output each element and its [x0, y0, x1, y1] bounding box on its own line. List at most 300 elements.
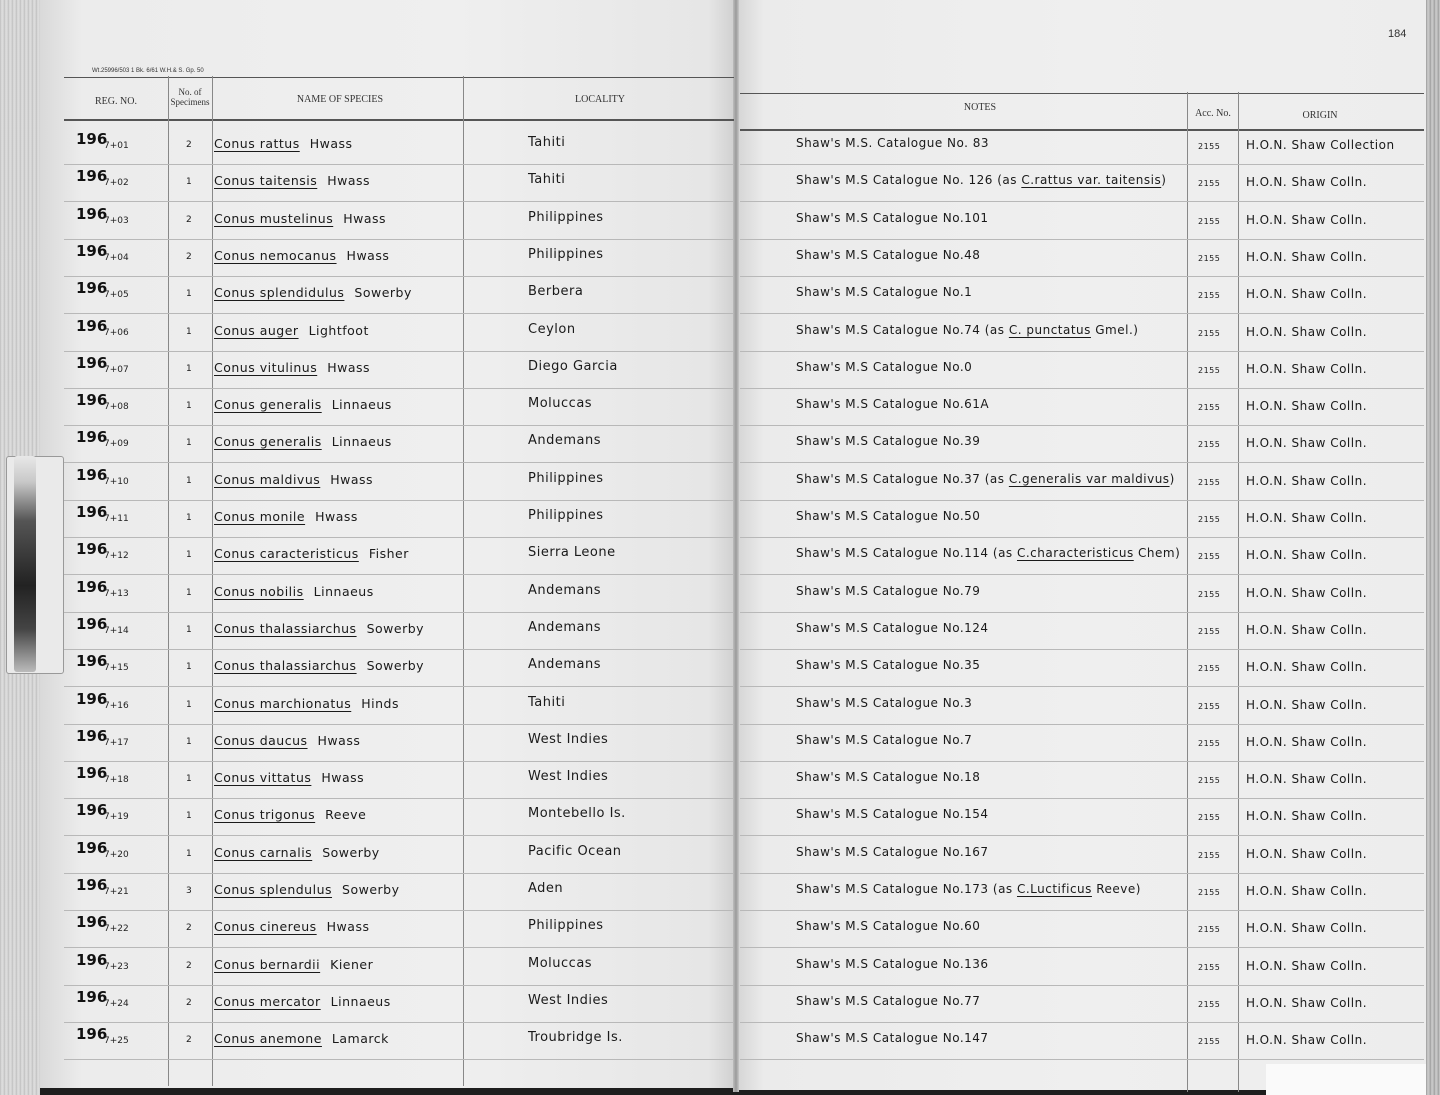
row-rule-right: [740, 910, 1424, 911]
reg-suffix: 7+04: [104, 252, 129, 263]
reg-number: 196: [76, 838, 108, 857]
origin: H.O.N. Shaw Colln.: [1246, 772, 1368, 787]
notes-text: Shaw's M.S Catalogue No.39: [796, 434, 981, 449]
notes: [796, 211, 989, 225]
locality: Moluccas: [528, 396, 593, 412]
notes-text: Shaw's M.S Catalogue No.101: [796, 210, 989, 225]
reg-suffix: 7+21: [104, 887, 129, 897]
locality: Troubridge Is.: [528, 1030, 623, 1046]
notes-text: Shaw's M.S Catalogue No.7: [796, 732, 973, 747]
species-name: Conus vitulinus: [214, 359, 318, 375]
specimen-count: 1: [186, 699, 193, 710]
reg-number: 196: [76, 540, 108, 559]
reg-number: 196: [76, 316, 108, 335]
row-rule-right: [740, 425, 1424, 426]
reg-suffix: 7+23: [104, 961, 129, 972]
notes-suffix: Gmel.): [1090, 322, 1139, 337]
origin: H.O.N. Shaw Colln.: [1246, 361, 1368, 376]
reg-suffix: 7+15: [104, 663, 129, 674]
notes: [796, 397, 989, 411]
row-rule-right: [740, 798, 1424, 799]
species-name: Conus nobilis: [214, 583, 304, 599]
notes: [796, 696, 972, 710]
species-author: Hwass: [343, 210, 387, 226]
notes-synonym: C.rattus var. taitensis: [1021, 173, 1162, 188]
origin: H.O.N. Shaw Colln.: [1246, 287, 1368, 302]
col-header-notes: NOTES: [963, 102, 997, 113]
notes: [796, 658, 980, 672]
locality: Tahiti: [528, 694, 566, 710]
acc-number: 2155: [1198, 925, 1221, 935]
acc-number: 2155: [1198, 440, 1221, 450]
reg-suffix: 7+06: [104, 327, 129, 338]
locality: Montebello Is.: [528, 806, 626, 822]
notes-text: Shaw's M.S Catalogue No.173 (as: [796, 882, 1017, 896]
species-author: Hwass: [315, 509, 358, 524]
notes: [796, 546, 1180, 560]
species-name: Conus bernardii: [214, 956, 321, 972]
notes: [796, 807, 989, 821]
specimen-count: 1: [186, 438, 193, 449]
reg-suffix: 7+03: [104, 215, 129, 226]
row-rule-right: [740, 388, 1424, 389]
origin: H.O.N. Shaw Colln.: [1246, 697, 1368, 712]
species-name: Conus maldivus: [214, 471, 321, 487]
origin: H.O.N. Shaw Colln.: [1246, 473, 1368, 488]
row-rule-left: [64, 351, 734, 352]
table-row: [0, 801, 1440, 844]
locality: Berbera: [528, 284, 584, 300]
reg-number: 196: [76, 1025, 108, 1044]
row-rule-right: [740, 985, 1424, 986]
row-rule-left: [64, 985, 734, 986]
reg-number: 196: [76, 689, 108, 708]
specimen-count: 1: [186, 363, 193, 374]
header-top-rule-left: [64, 77, 734, 78]
specimen-count: 1: [186, 736, 193, 747]
species-name: Conus cinereus: [214, 919, 317, 935]
reg-number: 196: [76, 428, 108, 447]
col-header-acc-no: Acc. No.: [1195, 108, 1231, 119]
locality: Philippines: [528, 209, 604, 225]
locality: Moluccas: [528, 955, 593, 971]
notes-synonym: C.Luctificus: [1016, 882, 1092, 896]
acc-number: 2155: [1198, 552, 1221, 562]
notes-text: Shaw's M.S Catalogue No.18: [796, 770, 981, 785]
table-row: [0, 950, 1440, 994]
reg-number: 196: [76, 726, 108, 745]
species-name: Conus auger: [214, 322, 299, 338]
header-bottom-rule-left: [64, 119, 734, 121]
acc-number: 2155: [1198, 626, 1221, 636]
notes: [796, 136, 989, 150]
reg-number: 196: [76, 353, 108, 372]
printer-mark: Wt.25996/503 1 Bk. 6/61 W.H.& S. Gp. 50: [92, 68, 204, 74]
specimen-count: 1: [186, 811, 193, 822]
reg-number: 196: [76, 614, 108, 633]
row-rule-right: [740, 500, 1424, 501]
row-rule-left: [64, 686, 734, 687]
reg-suffix: 7+18: [104, 775, 129, 786]
locality: Philippines: [528, 246, 604, 262]
specimen-count: 2: [186, 214, 193, 225]
specimen-count: 1: [186, 550, 193, 561]
reg-suffix: 7+20: [104, 849, 129, 860]
species-name: Conus splendidulus: [214, 285, 345, 301]
table-row: [0, 913, 1440, 956]
species-author: Hinds: [361, 695, 399, 711]
origin: H.O.N. Shaw Colln.: [1246, 175, 1368, 190]
notes: [796, 845, 989, 859]
row-rule-left: [64, 649, 734, 650]
species-name: Conus trigonus: [214, 807, 316, 823]
reg-number: 196: [76, 764, 108, 783]
locality: Aden: [528, 881, 564, 896]
locality: Tahiti: [528, 135, 566, 150]
species-author: Hwass: [327, 359, 371, 375]
specimen-count: 3: [186, 886, 193, 896]
table-row: [0, 540, 1440, 583]
species-author: Sowerby: [322, 844, 380, 860]
species-name: Conus nemocanus: [214, 247, 337, 263]
reg-suffix: 7+10: [104, 476, 129, 487]
notes: [796, 584, 980, 598]
table-row: [0, 577, 1440, 621]
species-author: Sowerby: [354, 285, 412, 301]
table-row: [0, 838, 1440, 882]
reg-number: 196: [76, 204, 108, 223]
row-rule-left: [64, 313, 734, 314]
species-author: Hwass: [327, 173, 371, 189]
origin: H.O.N. Shaw Colln.: [1246, 399, 1368, 414]
row-rule-left: [64, 835, 734, 836]
acc-number: 2155: [1198, 738, 1221, 748]
origin: H.O.N. Shaw Colln.: [1246, 921, 1368, 936]
reg-number: 196: [76, 987, 108, 1006]
acc-number: 2155: [1198, 515, 1221, 524]
specimen-count: 1: [186, 774, 193, 785]
reg-number: 196: [76, 391, 108, 410]
origin: H.O.N. Shaw Collection: [1246, 138, 1395, 152]
acc-number: 2155: [1198, 365, 1221, 375]
locality: Philippines: [528, 508, 604, 523]
locality: Andemans: [528, 619, 602, 635]
species-name: Conus taitensis: [214, 173, 318, 189]
species-author: Hwass: [309, 136, 353, 151]
locality: West Indies: [528, 992, 609, 1008]
notes: [796, 621, 989, 635]
reg-number: 196: [76, 950, 108, 969]
reg-number: 196: [76, 167, 108, 186]
table-row: [0, 652, 1440, 695]
reg-number: 196: [76, 279, 108, 298]
species-author: Lamarck: [331, 1031, 389, 1047]
row-rule-right: [740, 351, 1424, 352]
table-row: [0, 987, 1440, 1031]
species-name: Conus marchionatus: [214, 695, 352, 711]
reg-suffix: 7+08: [104, 402, 129, 413]
species-name: Conus thalassiarchus: [214, 620, 357, 636]
reg-number: 196: [76, 503, 108, 521]
species-name: Conus anemone: [214, 1031, 322, 1047]
acc-number: 2155: [1198, 403, 1221, 413]
species-name: Conus mustelinus: [214, 210, 334, 226]
specimen-count: 1: [186, 513, 193, 523]
notes: [796, 509, 980, 523]
row-rule-left: [64, 724, 734, 725]
acc-number: 2155: [1198, 999, 1221, 1009]
col-header-name-of-species: NAME OF SPECIES: [296, 94, 384, 105]
row-rule-left: [64, 947, 734, 948]
header-bottom-rule-right: [740, 129, 1424, 131]
row-rule-right: [740, 835, 1424, 836]
species-author: Linnaeus: [313, 583, 374, 599]
species-author: Hwass: [330, 471, 374, 487]
acc-number: 2155: [1198, 813, 1221, 823]
notes: [796, 733, 972, 747]
specimen-count: 1: [186, 475, 193, 486]
locality: Andemans: [528, 657, 602, 673]
notes-text: Shaw's M.S Catalogue No.1: [796, 285, 973, 300]
specimen-count: 2: [186, 923, 193, 934]
notes: [796, 285, 972, 299]
origin: H.O.N. Shaw Colln.: [1246, 1033, 1368, 1048]
notes: [796, 472, 1175, 486]
notes-text: Shaw's M.S Catalogue No.124: [796, 620, 989, 635]
species-name: Conus generalis: [214, 397, 322, 413]
reg-suffix: 7+01: [104, 141, 129, 151]
table-row: [0, 353, 1440, 397]
origin: H.O.N. Shaw Colln.: [1246, 734, 1368, 749]
notes: [796, 1031, 989, 1045]
row-rule-left: [64, 873, 734, 874]
species-author: Kiener: [330, 956, 374, 972]
notes-synonym: C. punctatus: [1008, 322, 1091, 337]
col-header-specimens-1: No. of: [178, 87, 202, 97]
row-rule-left: [64, 239, 734, 240]
notes-text: Shaw's M.S Catalogue No. 126 (as: [796, 173, 1022, 188]
origin: H.O.N. Shaw Colln.: [1246, 436, 1368, 451]
row-rule-left: [64, 537, 734, 538]
reg-suffix: 7+07: [104, 364, 129, 375]
row-rule-left: [64, 574, 734, 575]
row-rule-right: [740, 649, 1424, 650]
acc-number: 2155: [1198, 179, 1221, 189]
specimen-count: 1: [186, 326, 193, 337]
table-row: [0, 764, 1440, 807]
origin: H.O.N. Shaw Colln.: [1246, 622, 1368, 637]
specimen-count: 1: [186, 848, 193, 859]
species-author: Hwass: [326, 919, 370, 935]
notes-text: Shaw's M.S Catalogue No.167: [796, 844, 989, 859]
specimen-count: 2: [186, 140, 193, 150]
col-header-specimens-2: Specimens: [170, 97, 210, 107]
notes-text: Shaw's M.S Catalogue No.77: [796, 993, 981, 1008]
origin: H.O.N. Shaw Colln.: [1246, 809, 1368, 824]
locality: Andemans: [528, 582, 602, 598]
origin: H.O.N. Shaw Colln.: [1246, 548, 1368, 563]
species-author: Fisher: [368, 546, 409, 562]
species-name: Conus caracteristicus: [214, 546, 359, 562]
locality: Ceylon: [528, 321, 576, 337]
notes: [796, 957, 989, 971]
col-header-reg-no: REG. NO.: [95, 96, 137, 107]
notes-suffix: ): [1161, 173, 1167, 188]
notes: [796, 882, 1141, 896]
table-row: [0, 391, 1440, 434]
reg-suffix: 7+14: [104, 625, 129, 636]
reg-number: 196: [76, 241, 108, 260]
species-author: Linnaeus: [331, 397, 392, 413]
row-rule-right: [740, 686, 1424, 687]
row-rule-left: [64, 1059, 734, 1060]
locality: Philippines: [528, 918, 604, 934]
acc-number: 2155: [1198, 664, 1221, 674]
reg-suffix: 7+05: [104, 290, 129, 301]
specimen-count: 1: [186, 662, 193, 673]
table-row: [0, 279, 1440, 322]
species-author: Lightfoot: [308, 322, 369, 338]
origin: H.O.N. Shaw Colln.: [1246, 660, 1368, 675]
notes-text: Shaw's M.S Catalogue No.61A: [796, 397, 990, 412]
notes: [796, 994, 980, 1008]
reg-suffix: 7+11: [104, 514, 129, 524]
row-rule-left: [64, 201, 734, 202]
acc-number: 2155: [1198, 142, 1221, 151]
row-rule-right: [740, 462, 1424, 463]
row-rule-right: [740, 239, 1424, 240]
notes-text: Shaw's M.S Catalogue No.35: [796, 658, 981, 673]
row-rule-right: [740, 947, 1424, 948]
page-number: 184: [1388, 28, 1407, 40]
acc-number: 2155: [1198, 291, 1221, 301]
species-author: Reeve: [325, 807, 367, 823]
locality: Andemans: [528, 433, 602, 449]
specimen-count: 2: [186, 251, 193, 262]
acc-number: 2155: [1198, 589, 1221, 599]
locality: Philippines: [528, 470, 604, 486]
specimen-count: 2: [186, 997, 193, 1008]
row-rule-left: [64, 164, 734, 165]
species-name: Conus carnalis: [214, 844, 313, 860]
notes-text: Shaw's M.S Catalogue No.114 (as: [796, 546, 1017, 561]
notes-suffix: Reeve): [1091, 882, 1141, 896]
row-rule-right: [740, 537, 1424, 538]
species-author: Linnaeus: [331, 434, 392, 450]
row-rule-left: [64, 761, 734, 762]
row-rule-left: [64, 500, 734, 501]
species-name: Conus generalis: [214, 434, 322, 450]
row-rule-right: [740, 164, 1424, 165]
acc-number: 2155: [1198, 850, 1221, 860]
row-rule-left: [64, 612, 734, 613]
row-rule-right: [740, 873, 1424, 874]
notes-text: Shaw's M.S Catalogue No.50: [796, 509, 981, 523]
locality: Sierra Leone: [528, 545, 616, 561]
species-author: Hwass: [346, 247, 390, 263]
notes-text: Shaw's M.S Catalogue No.37 (as: [796, 471, 1009, 486]
origin: H.O.N. Shaw Colln.: [1246, 846, 1368, 861]
corner-label: [1266, 1064, 1426, 1095]
table-row: [0, 316, 1440, 360]
species-name: Conus mercator: [214, 993, 321, 1009]
species-author: Linnaeus: [330, 993, 391, 1009]
row-rule-left: [64, 798, 734, 799]
table-row: [0, 614, 1440, 658]
reg-number: 196: [76, 130, 108, 148]
locality: West Indies: [528, 731, 609, 747]
acc-number: 2155: [1198, 216, 1221, 226]
origin: H.O.N. Shaw Colln.: [1246, 249, 1368, 264]
notes: [796, 360, 972, 374]
specimen-count: 2: [186, 960, 193, 971]
origin: H.O.N. Shaw Colln.: [1246, 884, 1368, 898]
species-author: Sowerby: [366, 658, 425, 674]
origin: H.O.N. Shaw Colln.: [1246, 995, 1368, 1010]
reg-suffix: 7+02: [104, 178, 129, 189]
species-author: Hwass: [321, 770, 365, 786]
acc-number: 2155: [1198, 328, 1221, 338]
notes-text: Shaw's M.S Catalogue No.147: [796, 1031, 989, 1046]
table-row: [0, 204, 1440, 248]
table-row: [0, 428, 1440, 471]
table-row: [0, 241, 1440, 285]
specimen-count: 2: [186, 1035, 193, 1046]
reg-suffix: 7+17: [104, 737, 129, 748]
row-rule-right: [740, 1022, 1424, 1023]
reg-suffix: 7+13: [104, 588, 129, 599]
origin: H.O.N. Shaw Colln.: [1246, 324, 1368, 339]
reg-suffix: 7+16: [104, 700, 129, 711]
acc-number: 2155: [1198, 701, 1221, 711]
acc-number: 2155: [1198, 253, 1221, 263]
acc-number: 2155: [1198, 962, 1221, 972]
reg-suffix: 7+24: [104, 998, 129, 1009]
specimen-count: 1: [186, 401, 193, 412]
notes-text: Shaw's M.S Catalogue No.3: [796, 695, 973, 710]
col-header-locality: LOCALITY: [575, 94, 625, 105]
reg-suffix: 7+22: [104, 924, 129, 935]
locality: Tahiti: [528, 172, 566, 188]
row-rule-right: [740, 276, 1424, 277]
notes-suffix: ): [1169, 471, 1175, 486]
species-name: Conus rattus: [214, 136, 300, 151]
reg-suffix: 7+19: [104, 812, 129, 823]
reg-number: 196: [76, 577, 108, 596]
notes-text: Shaw's M.S Catalogue No.48: [796, 247, 981, 262]
locality: Pacific Ocean: [528, 843, 622, 859]
specimen-count: 1: [186, 624, 193, 635]
notes-synonym: C.characteristicus: [1016, 546, 1134, 561]
row-rule-right: [740, 313, 1424, 314]
table-row: [0, 1025, 1440, 1068]
row-rule-left: [64, 910, 734, 911]
reg-number: 196: [76, 876, 108, 894]
notes: [796, 248, 980, 262]
row-rule-right: [740, 761, 1424, 762]
header-top-rule-right: [740, 93, 1424, 94]
table-row: [0, 465, 1440, 509]
reg-number: 196: [76, 465, 108, 484]
locality: Diego Garcia: [528, 358, 618, 374]
row-rule-right: [740, 201, 1424, 202]
reg-number: 196: [76, 913, 108, 932]
reg-number: 196: [76, 652, 108, 671]
table-row: [0, 689, 1440, 733]
table-row: [0, 167, 1440, 210]
reg-number: 196: [76, 801, 108, 820]
reg-suffix: 7+12: [104, 551, 129, 562]
